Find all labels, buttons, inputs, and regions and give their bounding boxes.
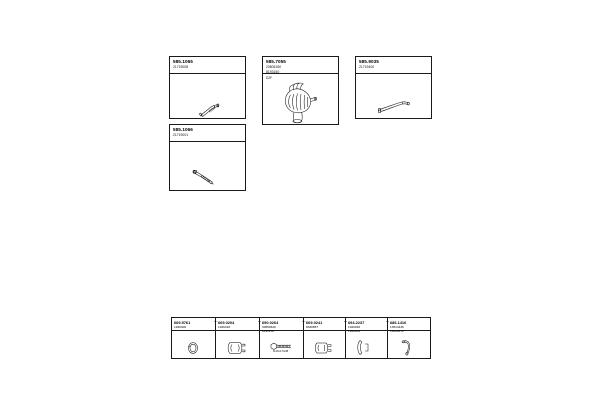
part-header bbox=[170, 57, 245, 74]
part-code: 669.5761 bbox=[174, 319, 191, 325]
part-code: 585.1066 bbox=[173, 127, 193, 132]
cell-header bbox=[260, 318, 303, 331]
part-code: 694.2237 bbox=[348, 319, 365, 325]
part-ref: 13514436 bbox=[390, 324, 404, 329]
part-box-585-7055[interactable] bbox=[262, 56, 339, 125]
part-code: 669.0241 bbox=[306, 319, 323, 325]
plus-separator-3: + bbox=[302, 319, 305, 325]
part-box-585-1065[interactable] bbox=[169, 56, 246, 119]
part-code: 585.9035 bbox=[359, 59, 379, 64]
strip-cell-694-2237[interactable] bbox=[346, 318, 388, 358]
strip-cell-669-5761[interactable] bbox=[172, 318, 216, 358]
hardware-parts-strip bbox=[171, 317, 431, 359]
part-extra-note: D2F bbox=[266, 76, 273, 80]
exhaust-downpipe-icon bbox=[356, 74, 431, 118]
part-ref: 21719008 bbox=[173, 65, 189, 69]
plus-separator-1: + bbox=[214, 319, 217, 325]
part-ref: 21719001 bbox=[173, 133, 189, 137]
part-code: 585.7055 bbox=[266, 59, 286, 64]
part-code: 585.1065 bbox=[173, 59, 193, 64]
part-box-585-9035[interactable] bbox=[355, 56, 432, 119]
part-ref: 30650629 bbox=[262, 324, 276, 329]
strip-cell-686-1416[interactable] bbox=[388, 318, 430, 358]
part-header bbox=[170, 125, 245, 142]
part-ref: 1920046 bbox=[348, 324, 361, 329]
part-header bbox=[263, 57, 338, 74]
cell-header bbox=[304, 318, 345, 331]
part-ref: 8330857 bbox=[306, 324, 319, 329]
part-ref-secondary: 19466472 bbox=[390, 328, 404, 333]
part-ref: 21719400 bbox=[359, 65, 375, 69]
strip-cell-690-0264[interactable] bbox=[260, 318, 304, 358]
plus-separator-5: + bbox=[386, 319, 389, 325]
part-code: 690.0264 bbox=[262, 319, 279, 325]
bolt-size-note: M10x1.5x38 bbox=[273, 349, 289, 353]
cell-header bbox=[346, 318, 387, 331]
gasket-ring-icon bbox=[172, 331, 215, 358]
part-ref: 20805180 bbox=[266, 65, 282, 69]
part-ref-secondary: 8193150 bbox=[262, 328, 275, 333]
exhaust-manifold-icon bbox=[263, 74, 338, 124]
strip-cell-669-0204[interactable] bbox=[216, 318, 260, 358]
part-box-585-1066[interactable] bbox=[169, 124, 246, 191]
part-code: 686.1416 bbox=[390, 319, 407, 325]
exhaust-flex-pipe-icon bbox=[170, 142, 245, 190]
cell-header bbox=[388, 318, 430, 331]
part-ref-secondary: 8193150 bbox=[266, 70, 280, 74]
clamp-icon bbox=[304, 331, 345, 358]
cell-header bbox=[216, 318, 259, 331]
part-ref: 1926300 bbox=[174, 324, 187, 329]
strip-cell-669-0241[interactable] bbox=[304, 318, 346, 358]
part-code: 669.0204 bbox=[218, 319, 235, 325]
cell-header bbox=[172, 318, 215, 331]
part-header bbox=[356, 57, 431, 74]
plus-separator-2: + bbox=[258, 319, 261, 325]
part-ref-secondary: 1920049 bbox=[348, 328, 361, 333]
part-ref: 1926418 bbox=[218, 324, 231, 329]
exhaust-flex-pipe-icon bbox=[170, 74, 245, 118]
plus-separator-4: + bbox=[344, 319, 347, 325]
clamp-icon bbox=[216, 331, 259, 358]
